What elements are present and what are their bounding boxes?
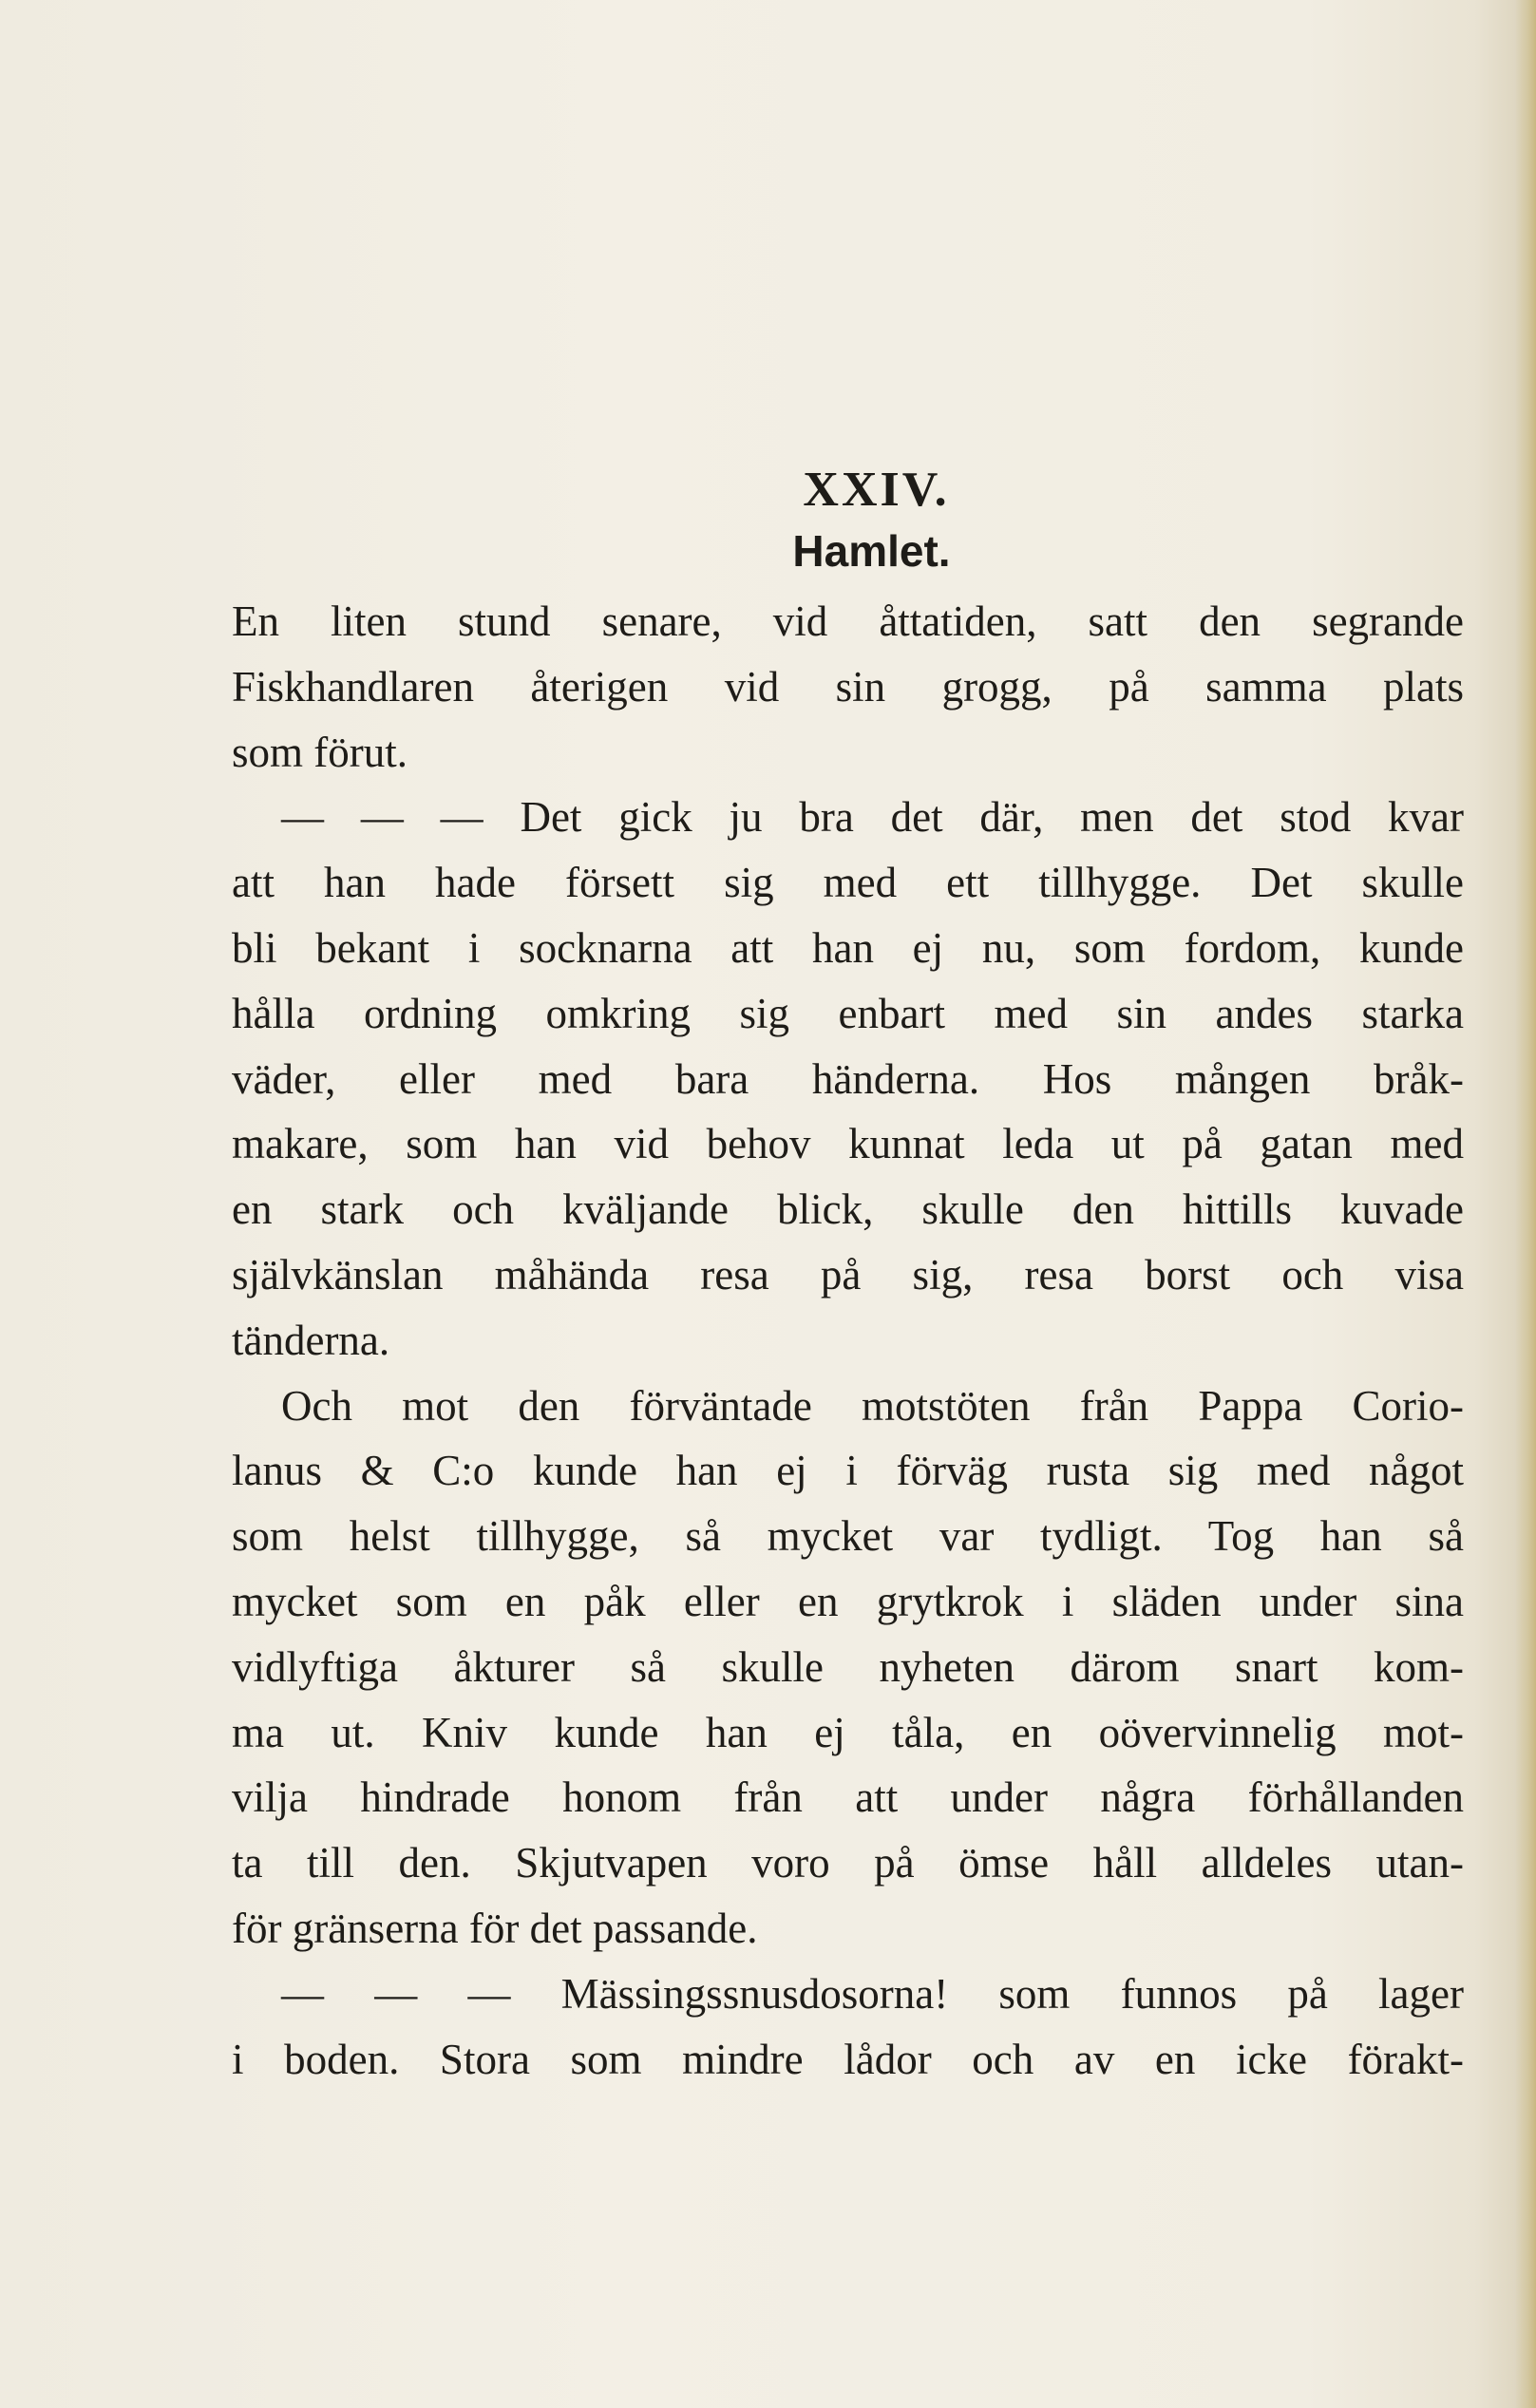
text-line: för gränserna för det passande. — [232, 1904, 758, 1952]
chapter-title: Hamlet. — [792, 526, 951, 576]
paragraph-4 — [232, 1962, 1464, 2093]
text-line: hålla ordning omkring sig enbart med sin andes starka — [232, 989, 1464, 1037]
page-content — [232, 460, 1464, 2092]
text-line-indented — [232, 785, 1464, 850]
text-line: vilja hindrade honom från att under några förhållanden — [232, 1773, 1464, 1822]
paragraph-3 — [232, 1374, 1464, 1962]
text-line: lanus & C:o kunde han ej i förväg rusta sig med något — [232, 1447, 1464, 1495]
text-line: att han hade försett sig med ett tillhygge. Det skulle — [232, 859, 1464, 907]
text-line-content: Och mot den förväntade motstöten från Pappa Corio- — [281, 1381, 1464, 1430]
text-line: som helst tillhygge, så mycket var tydligt. Tog han så — [232, 1512, 1464, 1561]
text-line: bli bekant i socknarna att han ej nu, som fordom, kunde — [232, 923, 1464, 972]
text-line: i boden. Stora som mindre lådor och av en icke förakt- — [232, 2035, 1464, 2083]
text-line-indented — [232, 1962, 1464, 2027]
chapter-number: XXIV. — [803, 463, 950, 517]
text-line: ma ut. Kniv kunde han ej tåla, en oövervinnelig mot- — [232, 1708, 1464, 1756]
text-line: Fiskhandlaren återigen vid sin grogg, på samma plats — [232, 662, 1464, 711]
text-line: självkänslan måhända resa på sig, resa borst och visa — [232, 1250, 1464, 1299]
text-line: som förut. — [232, 728, 408, 776]
page-edge-shadow — [1515, 0, 1536, 2408]
text-line: En liten stund senare, vid åttatiden, satt den segrande — [232, 597, 1464, 645]
text-line: väder, eller med bara händerna. Hos mången bråk- — [232, 1054, 1464, 1103]
paragraph-2 — [232, 785, 1464, 1373]
text-line: makare, som han vid behov kunnat leda ut på gatan med — [232, 1120, 1464, 1168]
text-line: vidlyftiga åkturer så skulle nyheten därom snart kom- — [232, 1642, 1464, 1691]
text-line: ta till den. Skjutvapen voro på ömse håll alldeles utan- — [232, 1839, 1464, 1887]
text-line-content: — — — Det gick ju bra det där, men det stod kvar — [281, 793, 1464, 842]
text-line: en stark och kväljande blick, skulle den hittills kuvade — [232, 1185, 1464, 1234]
paragraph-1 — [232, 589, 1464, 785]
text-line-indented — [232, 1374, 1464, 1439]
text-line: tänderna. — [232, 1316, 390, 1364]
text-line: mycket som en påk eller en grytkrok i släden under sina — [232, 1577, 1464, 1625]
text-line-content: — — — Mässingssnusdosorna! som funnos på lager — [281, 1969, 1464, 2018]
